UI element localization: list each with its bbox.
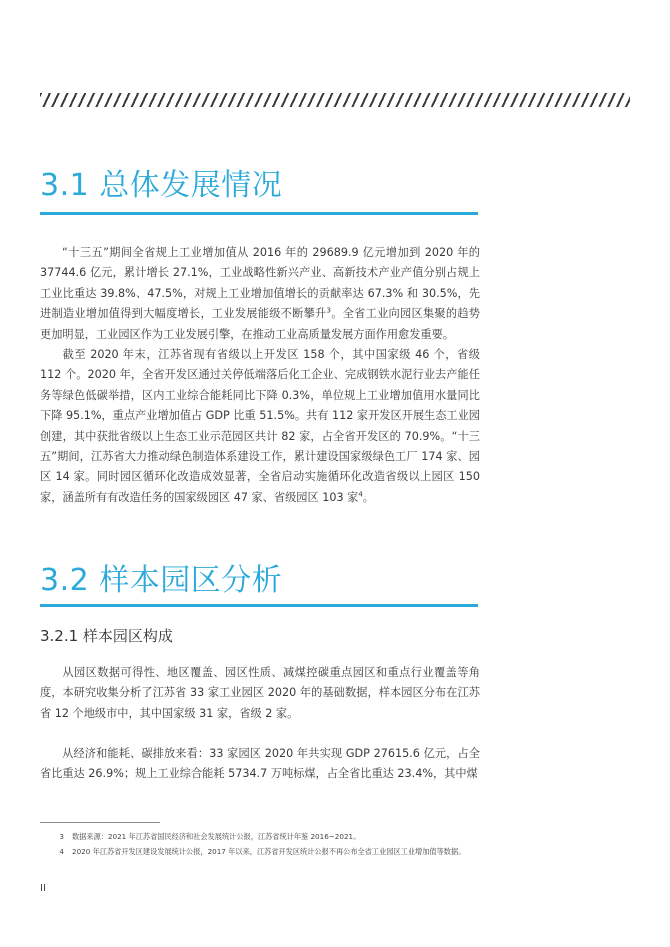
footnote-ref-3[interactable]: 3 xyxy=(326,306,331,315)
page-number: II xyxy=(40,883,46,894)
paragraph-sample-2 xyxy=(40,744,480,785)
section-rule-3-1 xyxy=(40,212,478,215)
section-rule-3-2 xyxy=(40,604,478,607)
footnote-text: 2020 年江苏省开发区建设发展统计公报，2017 年以来，江苏省开发区统计公报不再公布全省工业园区工业增加值等数据。 xyxy=(72,847,466,856)
paragraph-overview-1 xyxy=(40,243,480,345)
paragraph-overview-2 xyxy=(40,345,480,508)
footnote-4 xyxy=(40,845,480,858)
subsection-heading-3-2-1: 3.2.1 样本园区构成 xyxy=(40,627,173,645)
paragraph-text: 。 xyxy=(362,490,374,504)
decorative-hatch-band xyxy=(40,93,630,107)
footnote-number: 3 xyxy=(59,832,64,841)
section-heading-3-2: 3.2 样本园区分析 xyxy=(40,563,283,598)
footnote-divider xyxy=(40,822,160,823)
footnote-number: 4 xyxy=(59,847,64,856)
paragraph-text: “十三五”期间全省规上工业增加值从 2016 年的 29689.9 亿元增加到 2020 年的 37744.6 亿元，累计增长 27.1%，工业战略性新兴产业、高新技术产业产值分别占规上工业比重达 39.8%、47.5%，对规上工业增加值增长的贡献率达 67.3% 和 30.5%，先进制造业增加值得到大幅度增长，工业发展能级不断攀升 xyxy=(40,246,480,321)
paragraph-text: 。全省工业向园区集聚的趋势更加明显，工业园区作为工业发展引擎，在推动工业高质量发展方面作用愈发重要。 xyxy=(40,307,480,341)
footnote-ref-4[interactable]: 4 xyxy=(358,490,363,499)
paragraph-sample-1 xyxy=(40,663,480,724)
section-heading-3-1: 3.1 总体发展情况 xyxy=(40,168,283,203)
footnote-text: 数据来源：2021 年江苏省国民经济和社会发展统计公报，江苏省统计年鉴 2016~2021。 xyxy=(72,832,361,841)
paragraph-text: 从园区数据可得性、地区覆盖、园区性质、减煤控碳重点园区和重点行业覆盖等角度，本研究收集分析了江苏省 33 家工业园区 2020 年的基础数据，样本园区分布在江苏省 12 个地级市中，其中国家级 31 家，省级 2 家。 xyxy=(40,666,480,720)
footnote-3 xyxy=(40,830,480,843)
paragraph-text: 从经济和能耗、碳排放来看：33 家园区 2020 年共实现 GDP 27615.6 亿元，占全省比重达 26.9%；规上工业综合能耗 5734.7 万吨标煤，占全省比重达 23.4%，其中煤 xyxy=(40,747,480,781)
paragraph-text: 截至 2020 年末，江苏省现有省级以上开发区 158 个，其中国家级 46 个，省级 112 个。2020 年，全省开发区通过关停低端落后化工企业、完成钢铁水泥行业去产能任务等绿色低碳举措，区内工业综合能耗同比下降 0.3%，单位规上工业增加值用水量同比下降 95.1%，重点产业增加值占 GDP 比重 51.5%。共有 112 家开发区开展生态工业园创建，其中获批省级以上生态工业示范园区共计 82 家，占全省开发区的 70.9%。“十三五”期间，江苏省大力推动绿色制造体系建设工作，累计建设国家级绿色工厂 174 家、园区 14 家。同时园区循环化改造成效显著，全省启动实施循环化改造省级以上园区 150 家，涵盖所有有改造任务的国家级园区 47 家、省级园区 103 家 xyxy=(40,348,480,504)
